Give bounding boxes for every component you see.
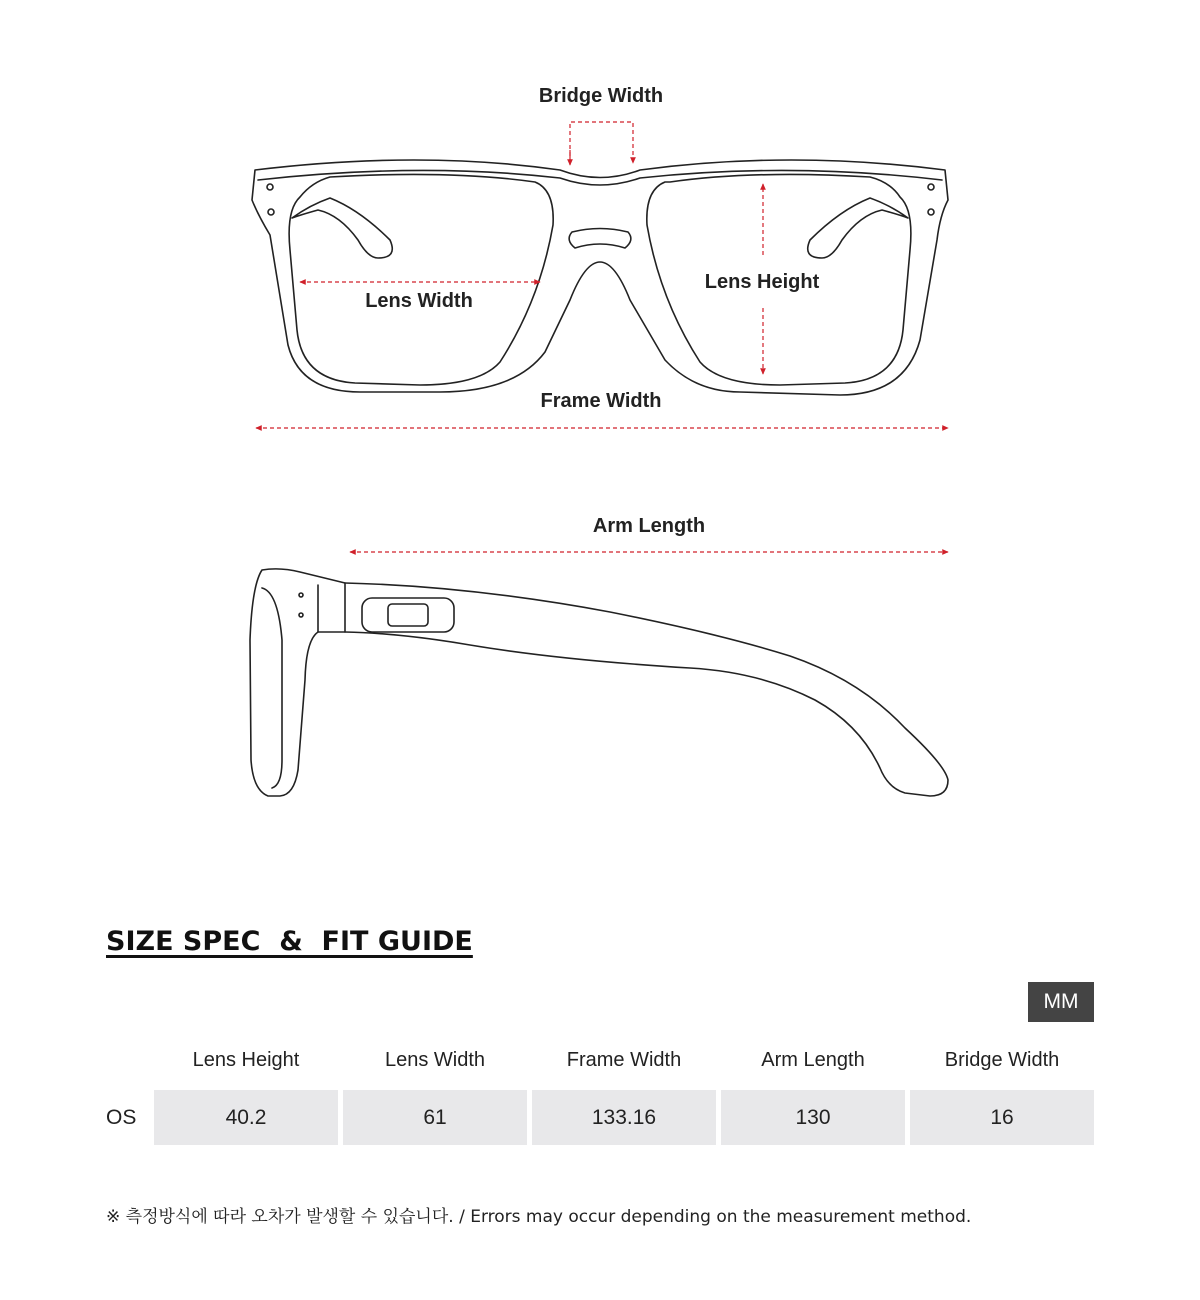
column-header-frame-width: Frame Width: [566, 1049, 682, 1071]
column-header-bridge-width: Bridge Width: [944, 1049, 1060, 1071]
column-header-arm-length: Arm Length: [761, 1049, 865, 1071]
bridge-width-label: Bridge Width: [538, 85, 664, 107]
table-header-row: [106, 1040, 1094, 1080]
lens-width-label: Lens Width: [365, 290, 473, 312]
size-table: [106, 1040, 1094, 1145]
column-header-lens-height: Lens Height: [192, 1049, 300, 1071]
unit-badge: MM: [1028, 982, 1094, 1022]
table-row: [106, 1090, 1094, 1145]
cell-lens-height: 40.2: [154, 1090, 338, 1145]
bridge-width-bracket: [570, 122, 633, 163]
column-header-lens-width: Lens Width: [384, 1049, 486, 1071]
cell-bridge-width: 16: [910, 1090, 1094, 1145]
side-view-glasses: [250, 569, 948, 796]
front-view-dimensions: [256, 122, 948, 552]
section-title: SIZE SPEC & FIT GUIDE: [106, 926, 473, 957]
cell-frame-width: 133.16: [532, 1090, 716, 1145]
cell-lens-width: 61: [343, 1090, 527, 1145]
cell-arm-length: 130: [721, 1090, 905, 1145]
lens-height-label: Lens Height: [704, 271, 820, 293]
front-view-glasses: [252, 160, 948, 395]
row-label-size: OS: [106, 1105, 137, 1129]
arm-length-label: Arm Length: [592, 515, 706, 537]
measurement-footnote: ※ 측정방식에 따라 오차가 발생할 수 있습니다. / Errors may occur depending on the measurement method.: [106, 1207, 972, 1227]
frame-width-label: Frame Width: [540, 390, 662, 412]
